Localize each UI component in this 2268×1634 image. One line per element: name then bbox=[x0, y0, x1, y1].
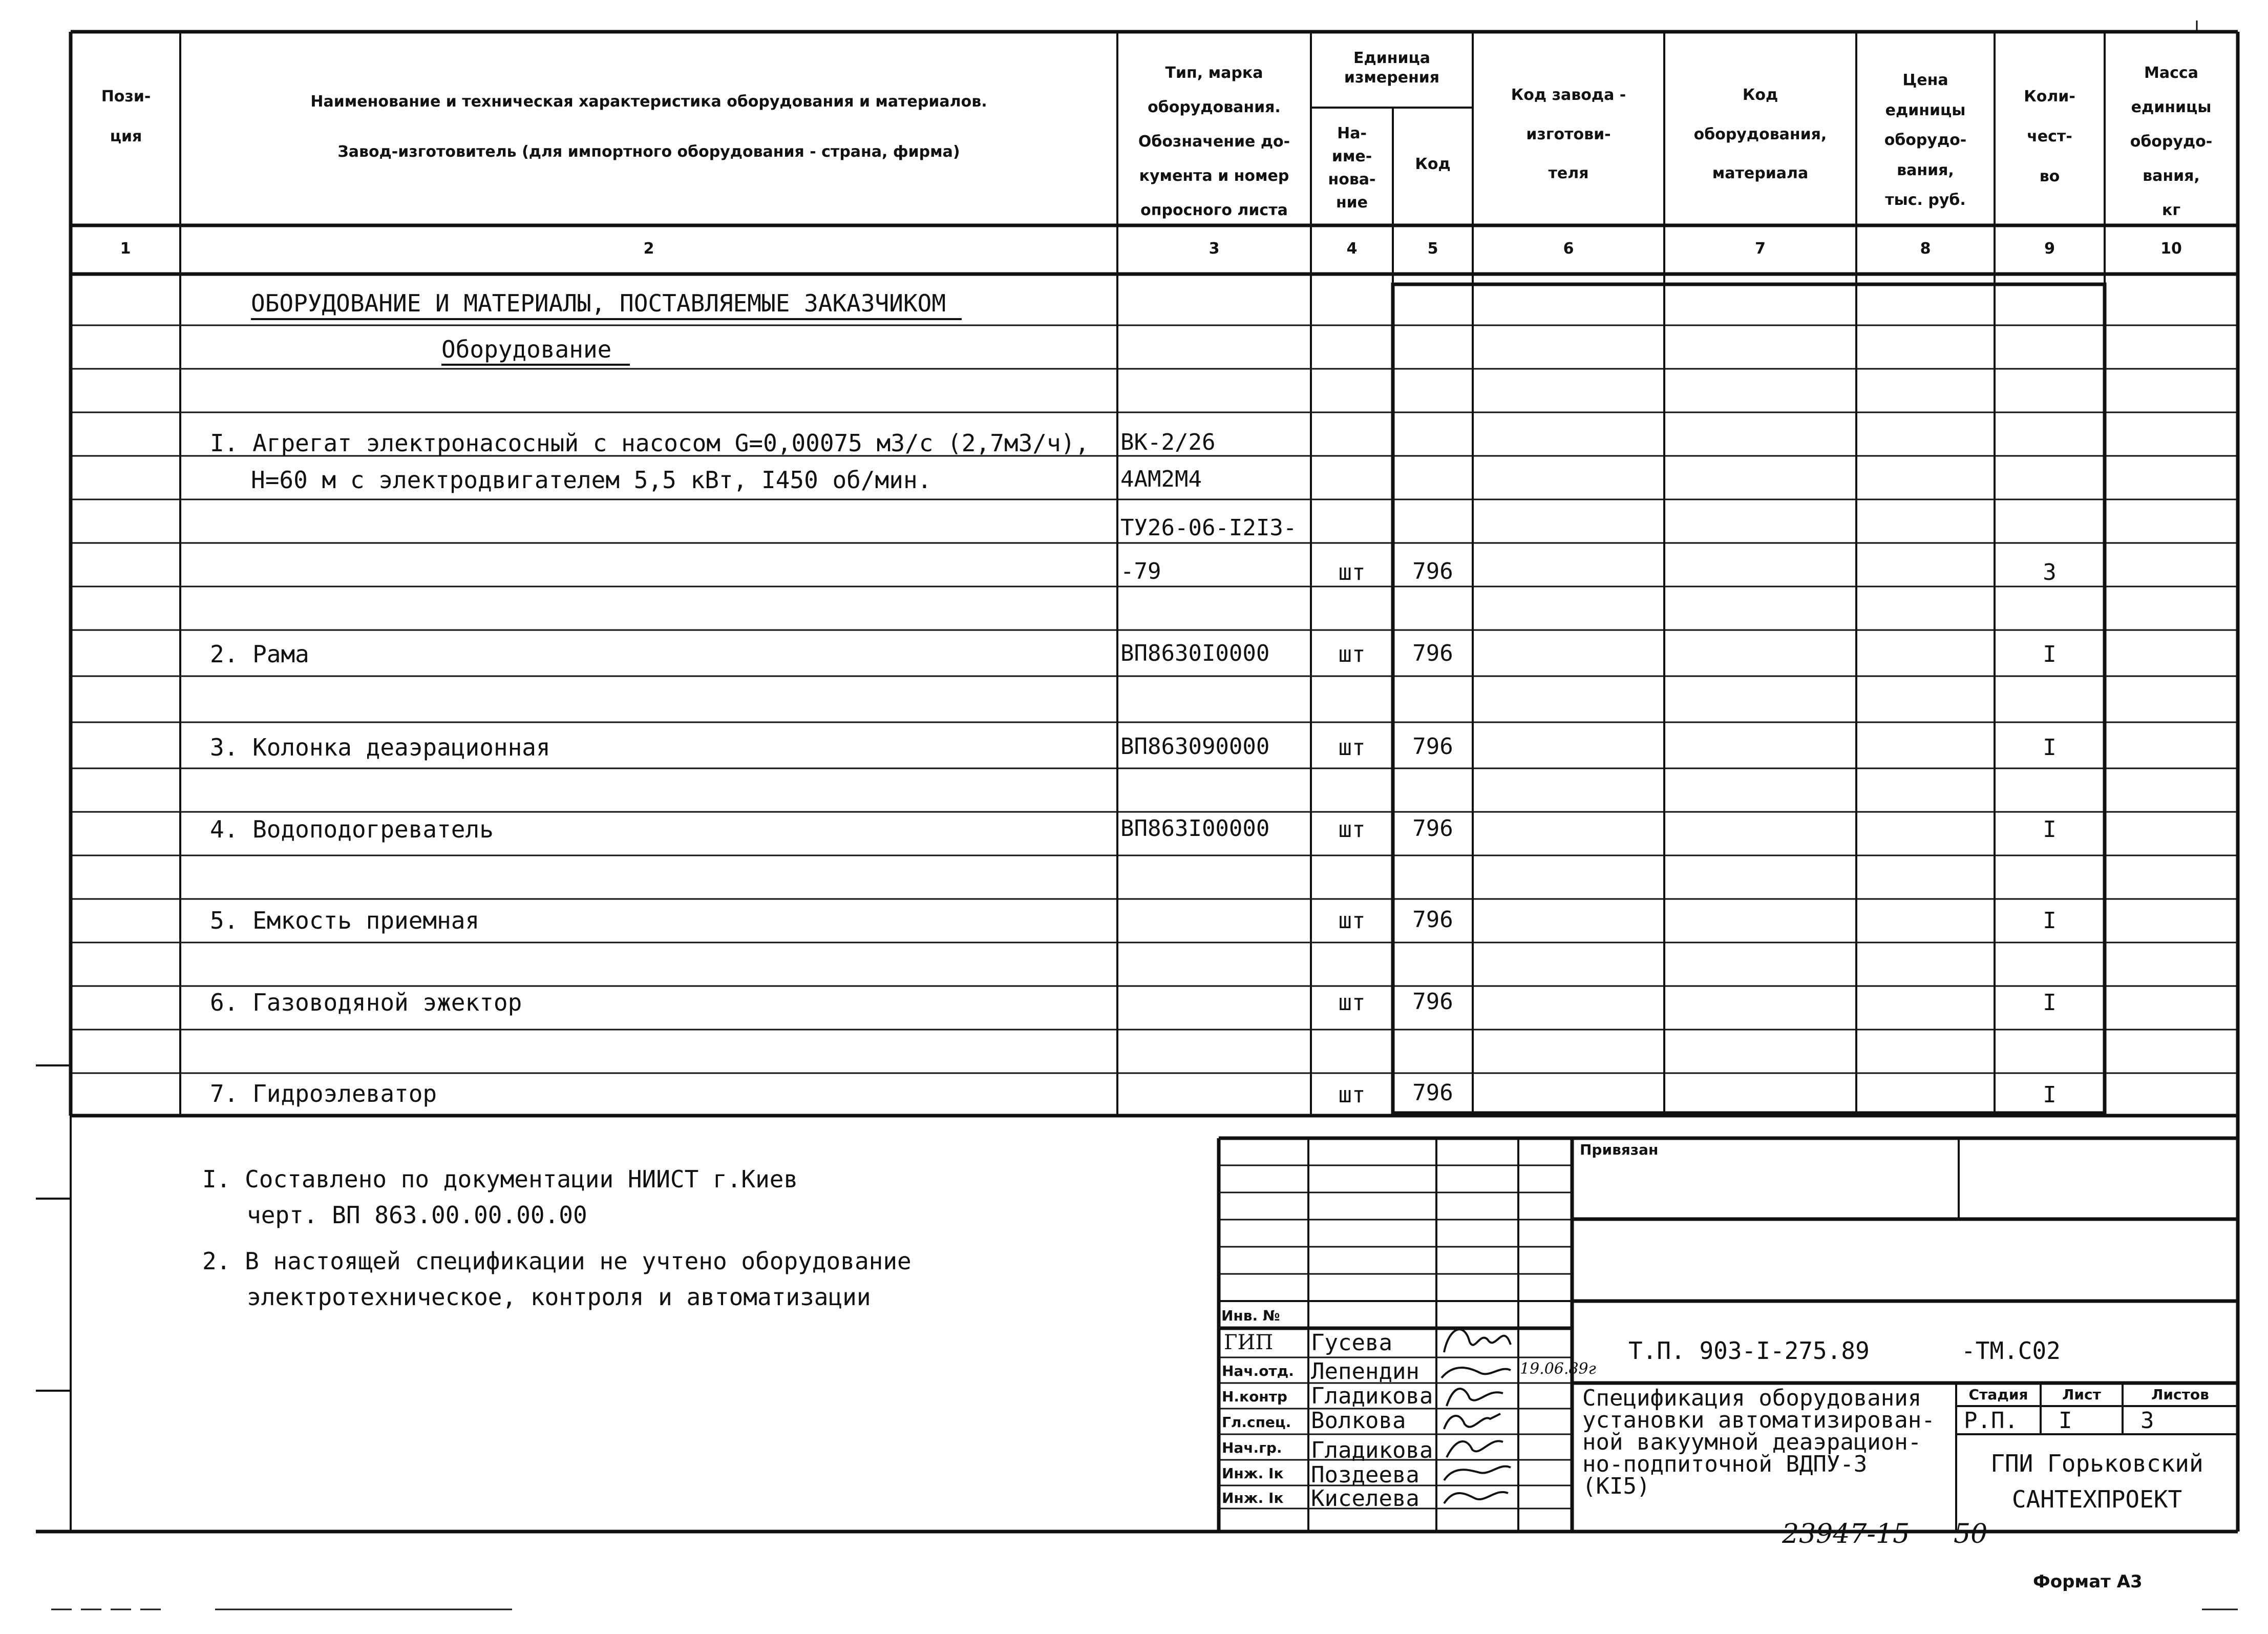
item-type: ВК-2/26 bbox=[1120, 429, 1216, 455]
header-quantity: Коли- чест- во bbox=[2024, 88, 2075, 185]
item-name: 4. Водоподогреватель bbox=[210, 815, 494, 843]
item-unit: шт bbox=[1338, 816, 1366, 843]
stamp-name: Гусева bbox=[1311, 1330, 1392, 1356]
col-number: 1 bbox=[120, 240, 131, 258]
stamp-role: Гл.спец. bbox=[1222, 1414, 1291, 1431]
header-equipment-code: Код оборудования, материала bbox=[1693, 86, 1827, 182]
section-title: ОБОРУДОВАНИЕ И МАТЕРИАЛЫ, ПОСТАВЛЯЕМЫЕ ЗАКАЗЧИКОМ bbox=[251, 289, 946, 317]
header-name-line1: Наименование и техническая характеристика оборудования и материалов. bbox=[310, 93, 987, 111]
col-number: 10 bbox=[2160, 240, 2182, 258]
item-name: 2. Рама bbox=[210, 640, 309, 668]
item-name: 7. Гидроэлеватор bbox=[210, 1080, 437, 1107]
item-unit: шт bbox=[1338, 1082, 1366, 1108]
stamp-role: Н.контр bbox=[1222, 1388, 1287, 1405]
item-name: 6. Газоводяной эжектор bbox=[210, 989, 522, 1016]
stamp-date: 19.06.89г bbox=[1520, 1360, 1596, 1378]
stamp-name: Волкова bbox=[1311, 1408, 1406, 1434]
doc-suffix: -ТМ.С02 bbox=[1961, 1337, 2061, 1365]
item-unit-code: 796 bbox=[1412, 1080, 1453, 1106]
item-quantity: I bbox=[2043, 1082, 2057, 1108]
item-quantity: 3 bbox=[2043, 559, 2057, 585]
format-label: Формат А3 bbox=[2033, 1572, 2143, 1592]
col-number: 4 bbox=[1346, 240, 1358, 258]
item-unit-code: 796 bbox=[1412, 815, 1453, 842]
item-type: ВП863090000 bbox=[1120, 734, 1270, 760]
item-unit-code: 796 bbox=[1412, 558, 1453, 584]
stamp-privyazan: Привязан bbox=[1580, 1141, 1659, 1158]
stamp-role: Нач.гр. bbox=[1222, 1439, 1282, 1456]
item-name: I. Агрегат электронасосный с насосом G=0,00075 м3/с (2,7м3/ч), bbox=[210, 429, 1090, 457]
page-number: 50 bbox=[1954, 1519, 1988, 1549]
header-name-line2: Завод-изготовитель (для импортного оборудования - страна, фирма) bbox=[337, 143, 960, 161]
note-2: 2. В настоящей спецификации не учтено оборудование bbox=[202, 1247, 912, 1275]
item-quantity: I bbox=[2043, 641, 2057, 667]
header-unit-name: На- име- нова- ние bbox=[1328, 124, 1376, 212]
stage-value: Р.П. bbox=[1964, 1408, 2018, 1434]
stamp-name: Поздеева bbox=[1311, 1462, 1419, 1488]
stamp-inv-no: Инв. № bbox=[1221, 1307, 1280, 1324]
stage-label: Стадия bbox=[1968, 1386, 2028, 1403]
note-2-cont: электротехническое, контроля и автоматизации bbox=[247, 1283, 871, 1311]
item-unit-code: 796 bbox=[1412, 907, 1453, 933]
item-unit-code: 796 bbox=[1412, 640, 1453, 666]
col-number: 5 bbox=[1427, 240, 1438, 258]
header-unit: Единица измерения bbox=[1344, 49, 1440, 87]
sheet-label: Лист bbox=[2062, 1386, 2101, 1403]
header-unit-code: Код bbox=[1415, 155, 1451, 173]
item-type: ТУ26-06-I2I3- bbox=[1120, 515, 1297, 541]
item-quantity: I bbox=[2043, 816, 2057, 843]
item-quantity: I bbox=[2043, 735, 2057, 761]
header-mass: Масса единицы оборудо- вания, кг bbox=[2130, 64, 2213, 219]
col-number: 6 bbox=[1563, 240, 1574, 258]
item-type: 4АМ2М4 bbox=[1120, 466, 1202, 492]
col-number: 2 bbox=[643, 240, 654, 258]
item-unit-code: 796 bbox=[1412, 989, 1453, 1015]
org-name-line1: ГПИ Горьковский bbox=[1990, 1450, 2203, 1477]
stamp-name: Гладикова bbox=[1311, 1383, 1433, 1409]
item-type: -79 bbox=[1120, 558, 1161, 584]
item-type: ВП863I00000 bbox=[1120, 815, 1270, 842]
stamp-role: ГИП bbox=[1224, 1331, 1274, 1354]
item-unit: шт bbox=[1338, 908, 1366, 934]
item-unit-code: 796 bbox=[1412, 734, 1453, 760]
item-quantity: I bbox=[2043, 990, 2057, 1016]
item-unit: шт bbox=[1338, 641, 1366, 667]
item-name: 5. Емкость приемная bbox=[210, 907, 480, 934]
header-type: Тип, марка оборудования. Обозначение до- кумента и номер опросного листа bbox=[1138, 64, 1290, 219]
sheets-value: 3 bbox=[2140, 1408, 2154, 1434]
stamp-role: Инж. Iк bbox=[1222, 1465, 1284, 1482]
item-unit: шт bbox=[1338, 735, 1366, 761]
item-name: 3. Колонка деаэрационная bbox=[210, 734, 550, 761]
sheet-value: I bbox=[2059, 1408, 2072, 1434]
header-position: Пози- ция bbox=[101, 88, 151, 145]
col-number: 3 bbox=[1209, 240, 1220, 258]
doc-title: Спецификация оборудования установки автоматизирован- ной вакуумной деаэрацион- но-подпиточной ВДПУ-3 (КI5) bbox=[1582, 1385, 1935, 1500]
item-type: ВП8630I0000 bbox=[1120, 640, 1270, 666]
item-unit: шт bbox=[1338, 559, 1366, 585]
note-1-cont: черт. ВП 863.00.00.00.00 bbox=[247, 1201, 587, 1229]
stamp-name: Киселева bbox=[1311, 1485, 1419, 1512]
stamp-name: Гладикова bbox=[1311, 1437, 1433, 1463]
item-quantity: I bbox=[2043, 908, 2057, 934]
sheets-label: Листов bbox=[2151, 1386, 2209, 1403]
stamp-role: Инж. Iк bbox=[1222, 1490, 1284, 1506]
item-name: Н=60 м с электродвигателем 5,5 кВт, I450 об/мин. bbox=[251, 466, 932, 494]
subsection-title: Оборудование bbox=[441, 336, 612, 363]
note-1: I. Составлено по документации НИИСТ г.Киев bbox=[202, 1165, 798, 1193]
header-price: Цена единицы оборудо- вания, тыс. руб. bbox=[1884, 71, 1967, 209]
item-unit: шт bbox=[1338, 990, 1366, 1016]
org-name-line2: САНТЕХПРОЕКТ bbox=[2011, 1485, 2182, 1513]
col-number: 8 bbox=[1920, 240, 1931, 258]
doc-code: Т.П. 903-I-275.89 bbox=[1628, 1337, 1870, 1365]
stamp-name: Лепендин bbox=[1311, 1358, 1419, 1385]
stamp-role: Нач.отд. bbox=[1222, 1363, 1294, 1379]
archive-number: 23947-15 bbox=[1782, 1519, 1910, 1549]
col-number: 7 bbox=[1755, 240, 1766, 258]
col-number: 9 bbox=[2044, 240, 2055, 258]
header-maker-code: Код завода - изготови- теля bbox=[1511, 86, 1626, 182]
